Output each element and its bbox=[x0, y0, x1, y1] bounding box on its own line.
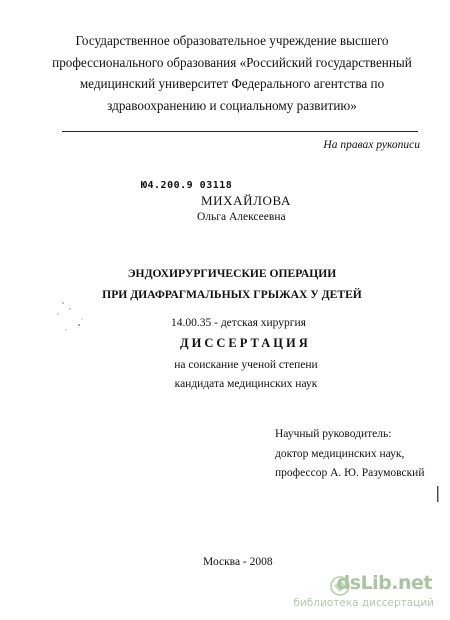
degree-line: кандидата медицинских наук bbox=[174, 378, 318, 390]
institution-heading bbox=[40, 30, 424, 116]
supervisor-heading: Научный руководитель: bbox=[275, 428, 392, 440]
author-surname: МИХАЙЛОВА bbox=[201, 193, 291, 208]
degree-line: на соискание ученой степени bbox=[174, 359, 318, 371]
institution-line: Государственное образовательное учреждение высшего bbox=[75, 33, 389, 48]
title-line: ЭНДОХИРУРГИЧЕСКИЕ ОПЕРАЦИИ bbox=[127, 267, 337, 280]
supervisor-block bbox=[275, 425, 425, 484]
city-year: Москва - 2008 bbox=[203, 556, 273, 568]
dissertation-title bbox=[40, 263, 424, 305]
degree-statement bbox=[171, 356, 321, 394]
institution-line: здравоохранению и социальному развитию» bbox=[107, 97, 357, 113]
specialty-code: 14.00.35 - детская хирургия bbox=[171, 317, 306, 329]
institution-line: профессионального образования «Российский государственный bbox=[52, 54, 412, 70]
dslib-watermark bbox=[272, 572, 442, 614]
title-line: ПРИ ДИАФРАГМАЛЬНЫХ ГРЫЖАХ У ДЕТЕЙ bbox=[102, 288, 362, 301]
watermark-logo: dsLib.net bbox=[336, 572, 432, 594]
author-given-names: Ольга Алексеевна bbox=[197, 211, 286, 223]
watermark-caption: библиотека диссертаций bbox=[293, 597, 434, 609]
supervisor-degree: доктор медицинских наук, bbox=[275, 447, 405, 460]
document-type: ДИССЕРТАЦИЯ bbox=[180, 336, 311, 350]
registration-stamp: Ю4.200.9 03118 bbox=[141, 180, 233, 191]
header-divider bbox=[62, 131, 418, 132]
rights-note: На правах рукописи bbox=[323, 139, 420, 151]
institution-line: медицинский университет Федерального агентства по bbox=[79, 76, 385, 91]
supervisor-name: профессор А. Ю. Разумовский bbox=[275, 467, 425, 479]
